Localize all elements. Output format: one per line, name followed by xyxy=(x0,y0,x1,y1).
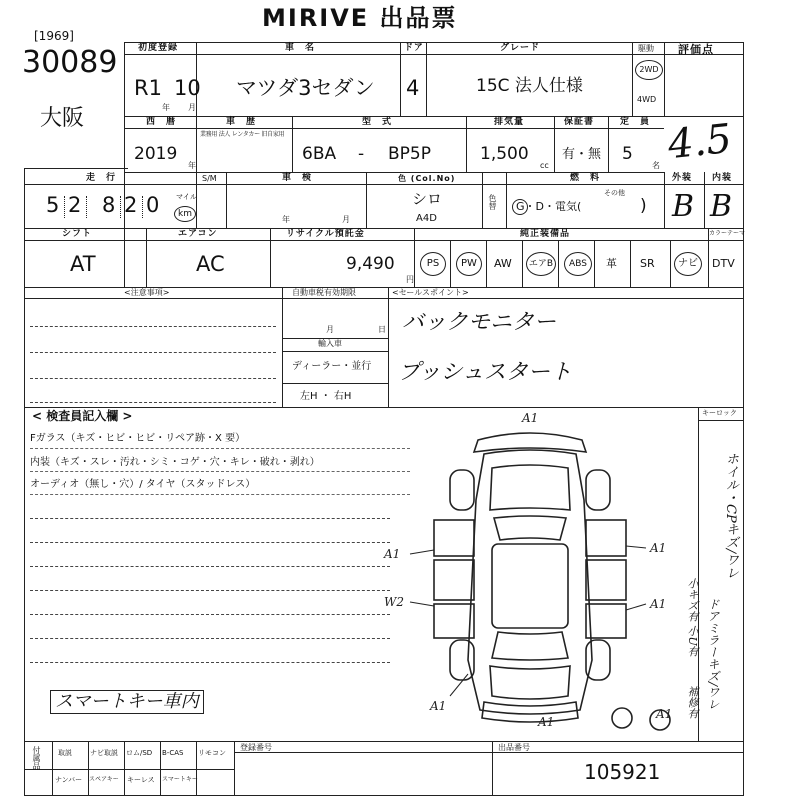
stock-number: 30089 xyxy=(22,45,118,80)
equip-navi: ナビ xyxy=(674,252,702,276)
warranty-label: 保証書 xyxy=(564,117,595,127)
car-name: マツダ3セダン xyxy=(236,76,375,100)
interior-grade: B xyxy=(710,189,733,224)
side-note-1: ホイル・CPキズ/ワレ xyxy=(723,452,738,580)
car-damage-diagram xyxy=(380,410,680,740)
key-lock-label: キーロック xyxy=(702,409,737,417)
acc-bcas: B-CAS xyxy=(162,749,184,757)
sales-point-2: プッシュスタート xyxy=(398,360,573,385)
acc-keyless: キーレス xyxy=(127,776,155,784)
color-label: 色 (Col.No) xyxy=(398,174,456,183)
fuel-label: 燃 料 xyxy=(570,173,601,183)
displacement: 1,500 xyxy=(480,144,529,164)
drive-4wd: 4WD xyxy=(637,95,657,104)
capacity-label: 定 員 xyxy=(620,117,651,127)
meter-label: S/M xyxy=(202,174,217,183)
equipment-label: 純正装備品 xyxy=(520,229,571,239)
color-change-label: 色替 xyxy=(488,194,497,210)
drive-label: 駆動 xyxy=(638,44,654,53)
damage-mark: A1 xyxy=(430,699,447,713)
color-tv-label: カラーテーマ xyxy=(709,230,746,237)
equip-ps: PS xyxy=(420,252,446,276)
inspection-label: 車 検 xyxy=(282,173,313,183)
recycle-label: リサイクル預託金 xyxy=(286,229,365,239)
exterior-grade: B xyxy=(672,189,695,224)
shift: AT xyxy=(70,252,96,276)
reg-number-label: 登録番号 xyxy=(240,743,272,752)
equip-sr: SR xyxy=(640,257,655,270)
exterior-label: 外装 xyxy=(672,173,693,183)
side-note-4: 補修有 xyxy=(686,686,699,719)
damage-mark: A1 xyxy=(650,541,667,555)
capacity: 5 xyxy=(622,144,633,164)
first-reg-label: 初度登録 xyxy=(138,43,179,53)
tax-label: 自動車税有効期限 xyxy=(292,288,356,297)
car-name-label: 車 名 xyxy=(285,43,316,53)
acc-number: ナンバー xyxy=(55,776,83,784)
form-title: MIRIVE 出品票 xyxy=(262,4,458,32)
inspection-line-1: Fガラス（キズ・ヒビ・ヒビ・リペア跡・X 要） xyxy=(30,433,246,444)
import-value: ディーラー・並行 xyxy=(292,361,372,372)
aircon: AC xyxy=(196,252,225,276)
color: シロ xyxy=(412,190,443,208)
acc-remote: リモコン xyxy=(198,749,226,757)
damage-mark: A1 xyxy=(384,547,401,561)
notes-box xyxy=(24,288,744,408)
stock-bracket: [1969] xyxy=(34,29,74,43)
history-label: 車 歴 xyxy=(226,117,257,127)
equip-pw: PW xyxy=(456,252,482,276)
fuel-options: G・D・電気( xyxy=(516,200,582,213)
acc-navi-manual: ナビ取説 xyxy=(90,749,118,757)
score-handwritten: 4.5 xyxy=(665,115,734,169)
warranty: 有・無 xyxy=(562,147,602,162)
acc-spare-key: スペアキー xyxy=(89,776,119,783)
displacement-label: 排気量 xyxy=(494,117,525,127)
color-code: A4D xyxy=(416,213,437,224)
smart-key-note: スマートキー車内 xyxy=(50,690,204,714)
exhibit-number: 105921 xyxy=(584,760,661,784)
exhibit-label: 出品番号 xyxy=(498,743,530,752)
interior-label: 内装 xyxy=(712,173,733,183)
year-label: 西 暦 xyxy=(146,117,177,127)
equip-dtv: DTV xyxy=(712,257,735,270)
shift-label: シフト xyxy=(62,229,93,239)
damage-mark: A1 xyxy=(656,707,673,721)
aircon-label: エアコン xyxy=(178,229,218,239)
acc-smart-key: スマートキー xyxy=(162,776,198,783)
side-note-2: ドアミラーキズ/ワレ xyxy=(706,598,720,711)
drive-2wd-circled: 2WD xyxy=(635,60,663,80)
recycle: 9,490 xyxy=(346,254,395,274)
inspection-line-3: オーディオ（無し・穴）/ タイヤ（スタッドレス） xyxy=(30,479,256,490)
acc-rom-sd: ロム/SD xyxy=(126,749,153,757)
model-label: 型 式 xyxy=(362,117,393,127)
damage-mark: A1 xyxy=(650,597,667,611)
rating-label: 評価点 xyxy=(678,43,714,56)
inspection-line-2: 内装（キズ・スレ・汚れ・シミ・コゲ・穴・キレ・破れ・剥れ） xyxy=(30,457,320,468)
accessories-label: 付属品 xyxy=(32,746,41,770)
sales-point-1: バックモニター xyxy=(402,310,557,335)
damage-mark: A1 xyxy=(538,715,555,729)
model-prefix: 6BA xyxy=(302,144,337,164)
import-label: 輸入車 xyxy=(318,339,342,348)
caution-label: <注意事項> xyxy=(124,288,170,297)
damage-mark: A1 xyxy=(522,411,539,425)
equip-airbag: エアB xyxy=(526,252,556,276)
fuel-other: その他 xyxy=(604,189,625,197)
equip-leather: 革 xyxy=(606,257,617,270)
steering-value: 左H ・ 右H xyxy=(300,391,352,402)
first-reg-month: 10 xyxy=(174,76,201,100)
location: 大阪 xyxy=(40,106,85,131)
mileage-unit-mile: マイル xyxy=(176,193,197,201)
acc-manual: 取説 xyxy=(58,749,72,757)
history-options: 業務用 法人 レンタカー 旧自家用 xyxy=(200,131,285,138)
equip-aw: AW xyxy=(494,257,512,270)
equip-abs: ABS xyxy=(564,252,592,276)
year: 2019 xyxy=(134,144,178,164)
mileage-label: 走 行 xyxy=(86,173,117,183)
model-code: BP5P xyxy=(388,144,431,164)
grade: 15C 法人仕様 xyxy=(476,76,583,96)
sales-label: <セールスポイント> xyxy=(392,288,469,297)
doors-label: ドア xyxy=(404,43,424,53)
side-note-3: 小キズ有 小U有 xyxy=(686,578,699,657)
damage-mark: W2 xyxy=(384,595,404,609)
mileage-unit-km: km xyxy=(174,206,196,222)
first-reg-era: R1 xyxy=(134,76,162,100)
mileage-digits: 5 2 8 2 0 xyxy=(46,193,160,217)
inspection-title: < 検査員記入欄 > xyxy=(32,409,133,423)
doors: 4 xyxy=(406,76,420,100)
grade-label: グレード xyxy=(500,43,541,53)
